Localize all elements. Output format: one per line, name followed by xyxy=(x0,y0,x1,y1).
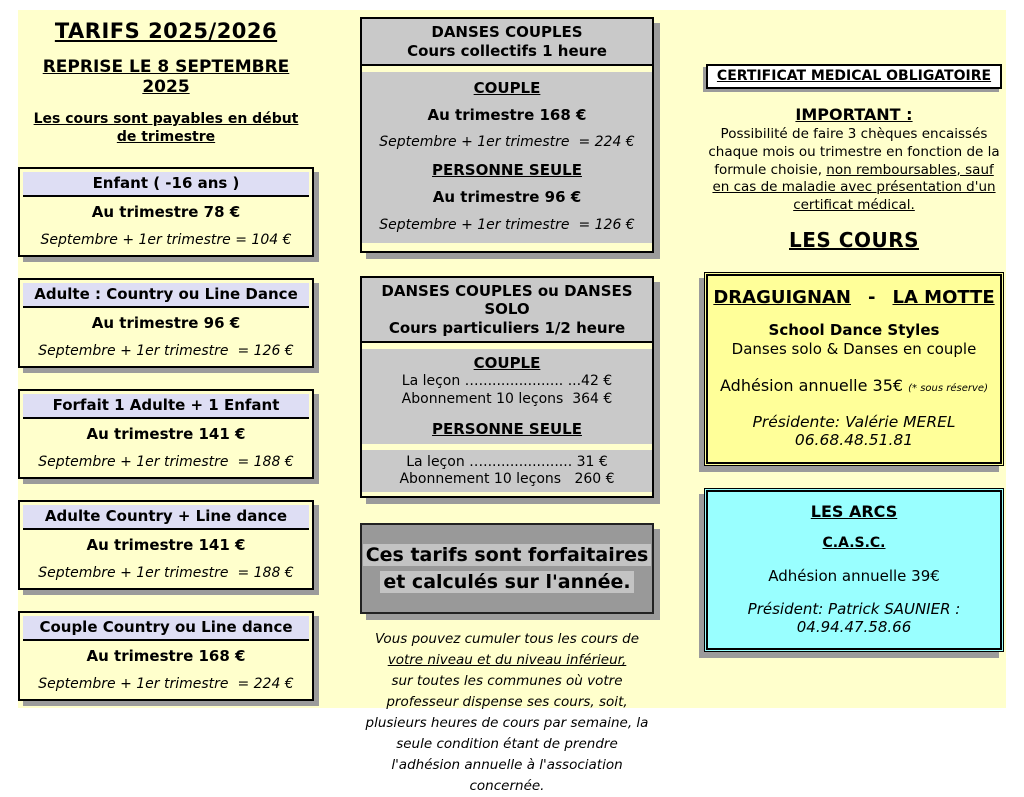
price-box-title: Couple Country ou Line dance xyxy=(23,616,309,641)
price-box-detail: Septembre + 1er trimestre = 126 € xyxy=(38,343,294,360)
price-box-price: Au trimestre 78 € xyxy=(91,203,241,222)
draguignan-la-motte-box xyxy=(704,272,1004,466)
draguignan-title-left: DRAGUIGNAN xyxy=(713,287,851,309)
adhesion-reserve-note: (* sous réserve) xyxy=(908,383,988,395)
cumul-note-line1: Vous pouvez cumuler tous les cours de xyxy=(374,631,640,648)
price-box-title: Adulte Country + Line dance xyxy=(23,505,309,530)
solo-subscription-price: Abonnement 10 leçons 260 € xyxy=(399,471,615,488)
danses-couples-header xyxy=(362,19,652,66)
couple-detail: Septembre + 1er trimestre = 224 € xyxy=(379,134,635,150)
page-title: TARIFS 2025/2026 xyxy=(54,19,278,43)
certificat-medical-box xyxy=(706,64,1002,89)
couple-label: COUPLE xyxy=(473,353,541,372)
personne-seule-label: PERSONNE SEULE xyxy=(432,161,582,180)
price-box-price: Au trimestre 96 € xyxy=(91,314,241,333)
price-box-enfant xyxy=(18,167,314,257)
solo-lesson-price: La leçon ….................... 31 € xyxy=(406,453,608,470)
price-box-detail: Septembre + 1er trimestre = 188 € xyxy=(38,454,294,471)
reprise-subtitle: REPRISE LE 8 SEPTEMBRE 2025 xyxy=(42,57,290,97)
les-arcs-organisation: C.A.S.C. xyxy=(822,535,886,552)
draguignan-title xyxy=(712,287,996,308)
price-box-adulte xyxy=(18,278,314,368)
cumul-note-rest: sur toutes les communes où votre professeur dispense ses cours, soit, plusieurs heures de cours par semaine, la seule condition étant de prendre l'adhésion annuelle à l'association concernée. xyxy=(365,673,649,794)
payment-note: Les cours sont payables en début de trimestre xyxy=(33,111,299,146)
price-box-price: Au trimestre 168 € xyxy=(86,647,246,666)
cumul-note-line2: votre niveau et du niveau inférieur, xyxy=(387,652,627,669)
right-column xyxy=(704,10,1004,652)
forfait-note-box xyxy=(360,523,654,614)
price-box-price: Au trimestre 141 € xyxy=(86,425,246,444)
danses-couples-title: DANSES COUPLES xyxy=(431,23,583,41)
adhesion-amount: Adhésion annuelle 35€ xyxy=(720,376,904,396)
couple-price: Au trimestre 168 € xyxy=(427,105,587,124)
draguignan-title-right: LA MOTTE xyxy=(892,287,995,309)
danses-couples-box xyxy=(360,17,654,253)
important-text-plain: Possibilité de faire 3 chèques encaissés chaque mois ou trimestre en fonction de la formule choisie, xyxy=(708,126,1000,178)
les-arcs-phone: 04.94.47.58.66 xyxy=(796,618,912,637)
important-title: IMPORTANT : xyxy=(795,105,913,124)
price-box-forfait-adulte-enfant xyxy=(18,389,314,479)
cours-particuliers-header xyxy=(362,278,652,343)
personne-seule-price: Au trimestre 96 € xyxy=(432,188,582,207)
personne-seule-detail: Septembre + 1er trimestre = 126 € xyxy=(379,216,635,233)
cumul-note xyxy=(360,629,654,796)
draguignan-title-separator: - xyxy=(868,287,876,309)
school-description: Danses solo & Danses en couple xyxy=(731,340,977,359)
price-box-title: Enfant ( -16 ans ) xyxy=(23,172,309,197)
price-box-title: Forfait 1 Adulte + 1 Enfant xyxy=(23,394,309,419)
middle-column xyxy=(360,10,654,797)
forfait-note-line2: et calculés sur l'année. xyxy=(380,571,633,593)
price-box-price: Au trimestre 141 € xyxy=(86,536,246,555)
important-text xyxy=(705,126,1003,215)
les-arcs-president: Président: Patrick SAUNIER : xyxy=(747,600,961,619)
left-column xyxy=(18,10,314,701)
price-box-couple-country-line xyxy=(18,611,314,701)
les-arcs-adhesion: Adhésion annuelle 39€ xyxy=(768,567,940,586)
cours-particuliers-solo-section xyxy=(362,450,652,493)
tariff-flyer-page xyxy=(18,10,1006,794)
personne-seule-label: PERSONNE SEULE xyxy=(432,419,582,438)
danses-couples-body xyxy=(362,72,652,243)
draguignan-phone: 06.68.48.51.81 xyxy=(794,431,914,450)
cours-particuliers-title: DANSES COUPLES ou DANSES SOLO xyxy=(381,281,633,319)
forfait-note-line1: Ces tarifs sont forfaitaires xyxy=(363,544,652,566)
les-arcs-box xyxy=(704,488,1004,652)
cours-particuliers-couple-section xyxy=(362,349,652,444)
cours-particuliers-box xyxy=(360,276,654,498)
price-box-detail: Septembre + 1er trimestre = 188 € xyxy=(38,565,294,582)
price-box-detail: Septembre + 1er trimestre = 104 € xyxy=(40,232,292,249)
draguignan-president: Présidente: Valérie MEREL xyxy=(752,413,956,432)
price-box-detail: Septembre + 1er trimestre = 224 € xyxy=(38,676,294,693)
school-name: School Dance Styles xyxy=(768,321,940,340)
couple-label: COUPLE xyxy=(473,78,541,97)
couple-lesson-price: La leçon …................... ...42 € xyxy=(401,372,613,389)
important-text-underlined: non remboursables, sauf en cas de maladie avec présentation d'un certificat médical. xyxy=(712,161,996,214)
danses-couples-subtitle: Cours collectifs 1 heure xyxy=(407,41,607,60)
les-arcs-title: LES ARCS xyxy=(810,502,898,522)
cours-particuliers-subtitle: Cours particuliers 1/2 heure xyxy=(388,319,626,338)
draguignan-adhesion xyxy=(712,376,996,395)
price-box-title: Adulte : Country ou Line Dance xyxy=(23,283,309,308)
couple-subscription-price: Abonnement 10 leçons 364 € xyxy=(401,390,613,407)
certificat-medical-label: CERTIFICAT MEDICAL OBLIGATOIRE xyxy=(716,68,992,84)
les-cours-heading: LES COURS xyxy=(789,228,919,253)
price-box-adulte-country-line xyxy=(18,500,314,590)
